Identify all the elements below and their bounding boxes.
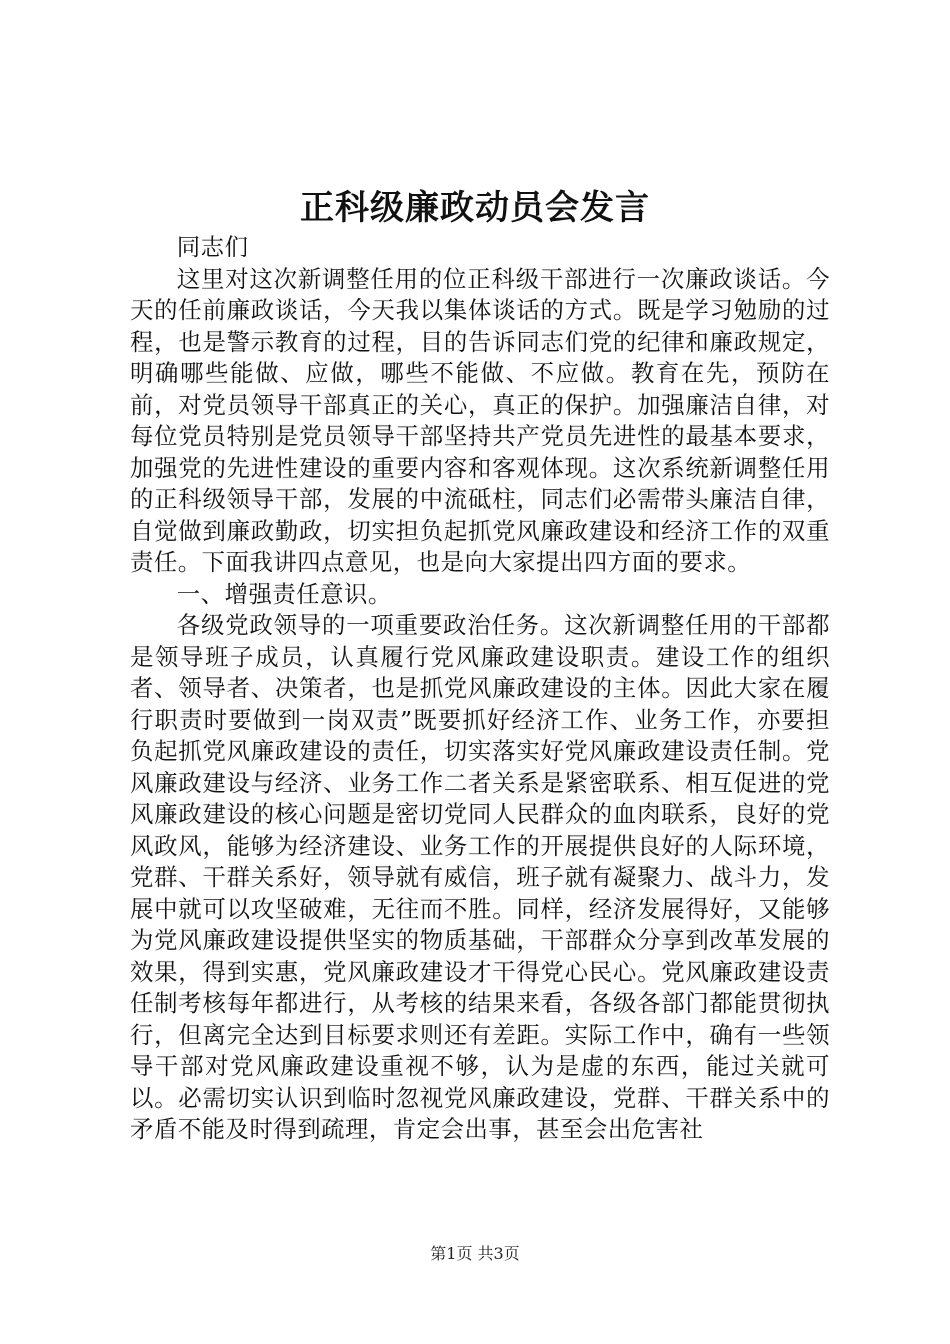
paragraph-intro: 这里对这次新调整任用的位正科级干部进行一次廉政谈话。今天的任前廉政谈话，今天我以集体谈话的方式。既是学习勉励的过程，也是警示教育的过程，目的告诉同志们党的纪律和廉政规定，明确哪些能做、应做，哪些不能做、不应做。教育在先，预防在前，对党员领导干部真正的关心，真正的保护。加强廉洁自律，对每位党员特别是党员领导干部坚持共产党员先进性的最基本要求，加强党的先进性建设的重要内容和客观体现。这次系统新调整任用的正科级领导干部，发展的中流砥柱，同志们必需带头廉洁自律，自觉做到廉政勤政，切实担负起抓党风廉政建设和经济工作的双重责任。下面我讲四点意见，也是向大家提出四方面的要求。 (130, 264, 830, 576)
paragraph-section-1: 各级党政领导的一项重要政治任务。这次新调整任用的干部都是领导班子成员，认真履行党风廉政建设职责。建设工作的组织者、领导者、决策者，也是抓党风廉政建设的主体。因此大家在履行职责时要做到一岗双责”既要抓好经济工作、业务工作，亦要担负起抓党风廉政建设的责任，切实落实好党风廉政建设责任制。党风廉政建设与经济、业务工作二者关系是紧密联系、相互促进的党风廉政建设的核心问题是密切党同人民群众的血肉联系，良好的党风政风，能够为经济建设、业务工作的开展提供良好的人际环境，党群、干群关系好，领导就有威信，班子就有凝聚力、战斗力，发展中就可以攻坚破难，无往而不胜。同样，经济发展得好，又能够为党风廉政建设提供坚实的物质基础，干部群众分享到改革发展的效果，得到实惠，党风廉政建设才干得党心民心。党风廉政建设责任制考核每年都进行，从考核的结果来看，各级各部门都能贯彻执行，但离完全达到目标要求则还有差距。实际工作中，确有一些领导干部对党风廉政建设重视不够，认为是虚的东西，能过关就可以。必需切实认识到临时忽视党风廉政建设，党群、干群关系中的矛盾不能及时得到疏理，肯定会出事，甚至会出危害社 (130, 611, 830, 1143)
document-title: 正科级廉政动员会发言 (300, 188, 650, 228)
document-body (130, 232, 830, 1146)
greeting: 同志们 (176, 233, 249, 261)
section-heading: 一、增强责任意识。 (176, 579, 392, 608)
page-number-footer: 第1页 共3页 (430, 1244, 520, 1263)
